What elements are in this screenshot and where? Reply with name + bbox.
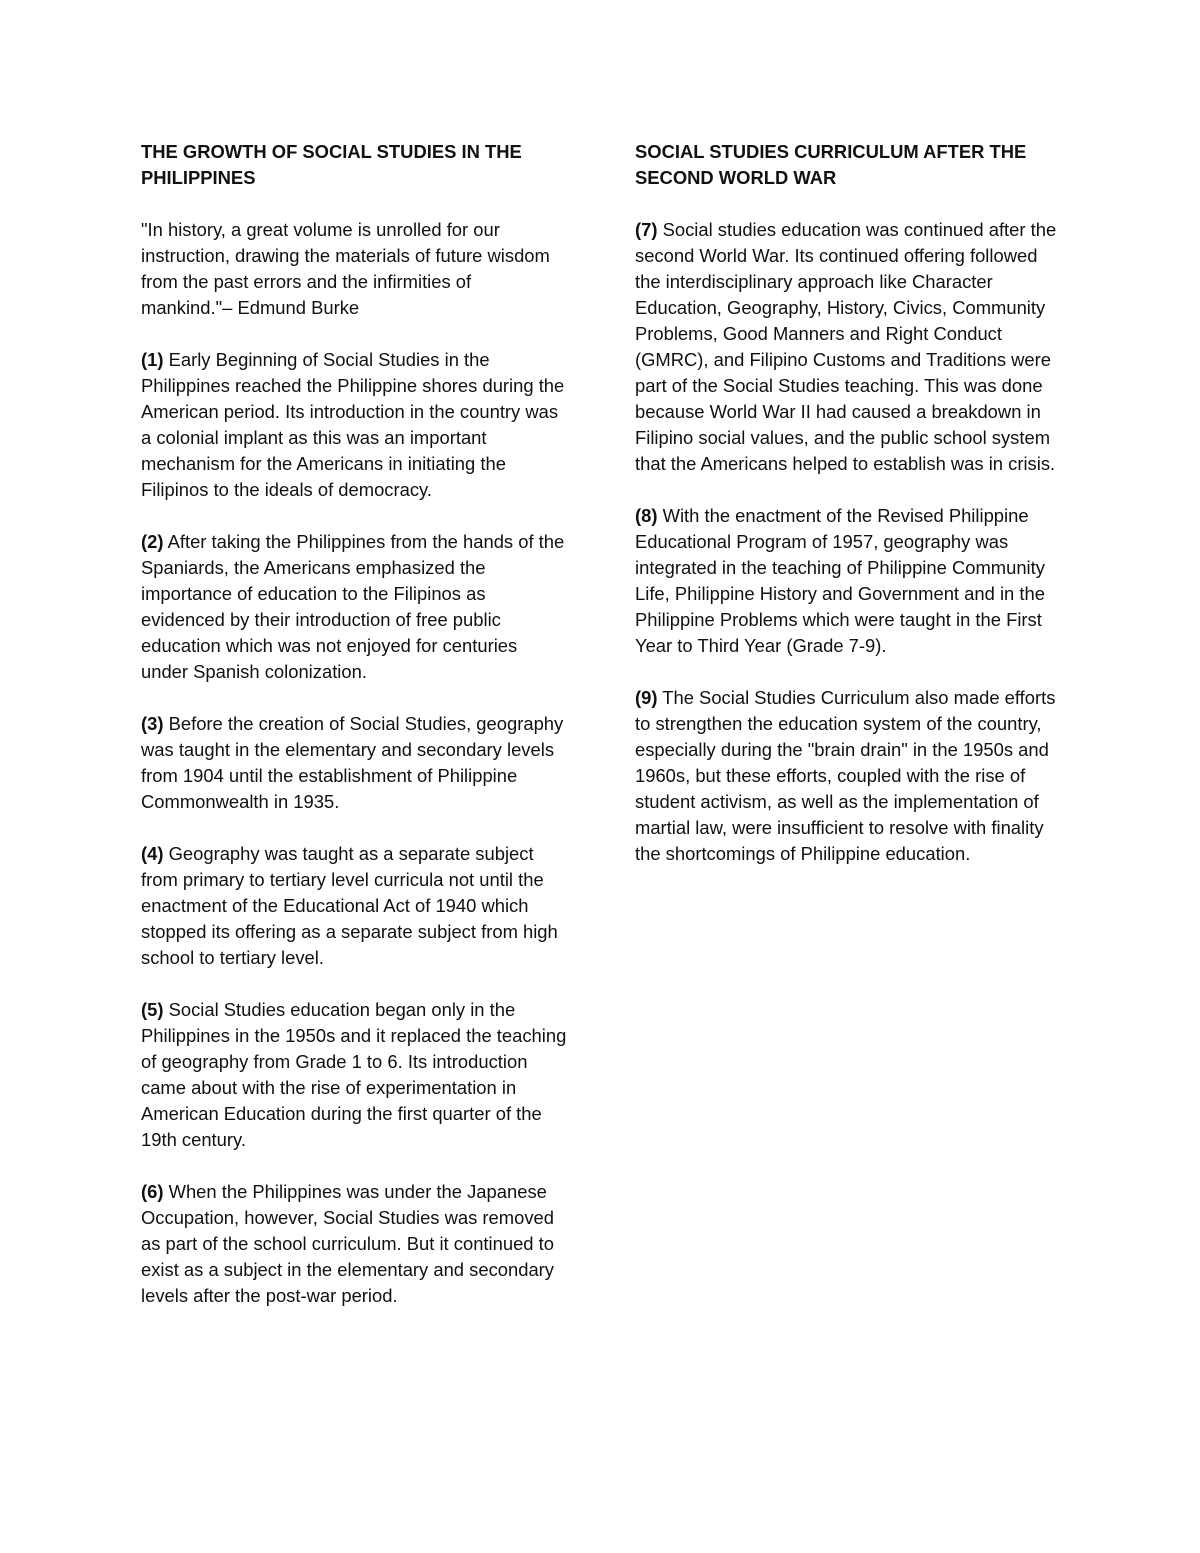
paragraph-number: (8) — [635, 505, 658, 526]
paragraph-number: (3) — [141, 713, 164, 734]
paragraph-6 — [141, 1179, 567, 1309]
section-heading-after-war: SOCIAL STUDIES CURRICULUM AFTER THE SECOND WORLD WAR — [635, 141, 1027, 188]
left-column — [141, 139, 567, 1335]
paragraph-8 — [635, 503, 1065, 659]
paragraph-7 — [635, 217, 1065, 477]
paragraph-3 — [141, 711, 567, 815]
paragraph-text: Before the creation of Social Studies, geography was taught in the elementary and secondary levels from 1904 until the establishment of Philippine Commonwealth in 1935. — [141, 713, 564, 812]
quote-edmund-burke: "In history, a great volume is unrolled for our instruction, drawing the materials of future wisdom from the past errors and the infirmities of mankind."– Edmund Burke — [141, 219, 550, 318]
paragraph-number: (4) — [141, 843, 164, 864]
paragraph-5 — [141, 997, 567, 1153]
paragraph-number: (5) — [141, 999, 164, 1020]
paragraph-text: Social Studies education began only in the Philippines in the 1950s and it replaced the teaching of geography from Grade 1 to 6. Its introduction came about with the rise of experimentation in American Education during the first quarter of the 19th century. — [141, 999, 567, 1150]
right-column — [635, 139, 1065, 893]
section-heading-growth: THE GROWTH OF SOCIAL STUDIES IN THE PHILIPPINES — [141, 141, 522, 188]
paragraph-text: The Social Studies Curriculum also made efforts to strengthen the education system of the country, especially during the "brain drain" in the 1950s and 1960s, but these efforts, coupled with the rise of student activism, as well as the implementation of martial law, were insufficient to resolve with finality the shortcomings of Philippine education. — [635, 687, 1056, 864]
paragraph-1 — [141, 347, 567, 503]
paragraph-4 — [141, 841, 567, 971]
paragraph-text: Geography was taught as a separate subject from primary to tertiary level curricula not until the enactment of the Educational Act of 1940 which stopped its offering as a separate subject from high school to tertiary level. — [141, 843, 558, 968]
paragraph-text: When the Philippines was under the Japanese Occupation, however, Social Studies was removed as part of the school curriculum. But it continued to exist as a subject in the elementary and secondary levels after the post-war period. — [141, 1181, 554, 1306]
paragraph-number: (7) — [635, 219, 658, 240]
paragraph-text: After taking the Philippines from the hands of the Spaniards, the Americans emphasized the importance of education to the Filipinos as evidenced by their introduction of free public education which was not enjoyed for centuries under Spanish colonization. — [141, 531, 565, 682]
paragraph-text: Social studies education was continued after the second World War. Its continued offering followed the interdisciplinary approach like Character Education, Geography, History, Civics, Community Problems, Good Manners and Right Conduct (GMRC), and Filipino Customs and Traditions were part of the Social Studies teaching. This was done because World War II had caused a breakdown in Filipino social values, and the public school system that the Americans helped to establish was in crisis. — [635, 219, 1057, 474]
paragraph-text: With the enactment of the Revised Philippine Educational Program of 1957, geography was integrated in the teaching of Philippine Community Life, Philippine History and Government and in the Philippine Problems which were taught in the First Year to Third Year (Grade 7-9). — [635, 505, 1045, 656]
paragraph-text: Early Beginning of Social Studies in the Philippines reached the Philippine shores during the American period. Its introduction in the country was a colonial implant as this was an important mechanism for the Americans in initiating the Filipinos to the ideals of democracy. — [141, 349, 565, 500]
paragraph-number: (9) — [635, 687, 658, 708]
paragraph-2 — [141, 529, 567, 685]
paragraph-number: (6) — [141, 1181, 164, 1202]
paragraph-9 — [635, 685, 1065, 867]
paragraph-number: (1) — [141, 349, 164, 370]
paragraph-number: (2) — [141, 531, 164, 552]
